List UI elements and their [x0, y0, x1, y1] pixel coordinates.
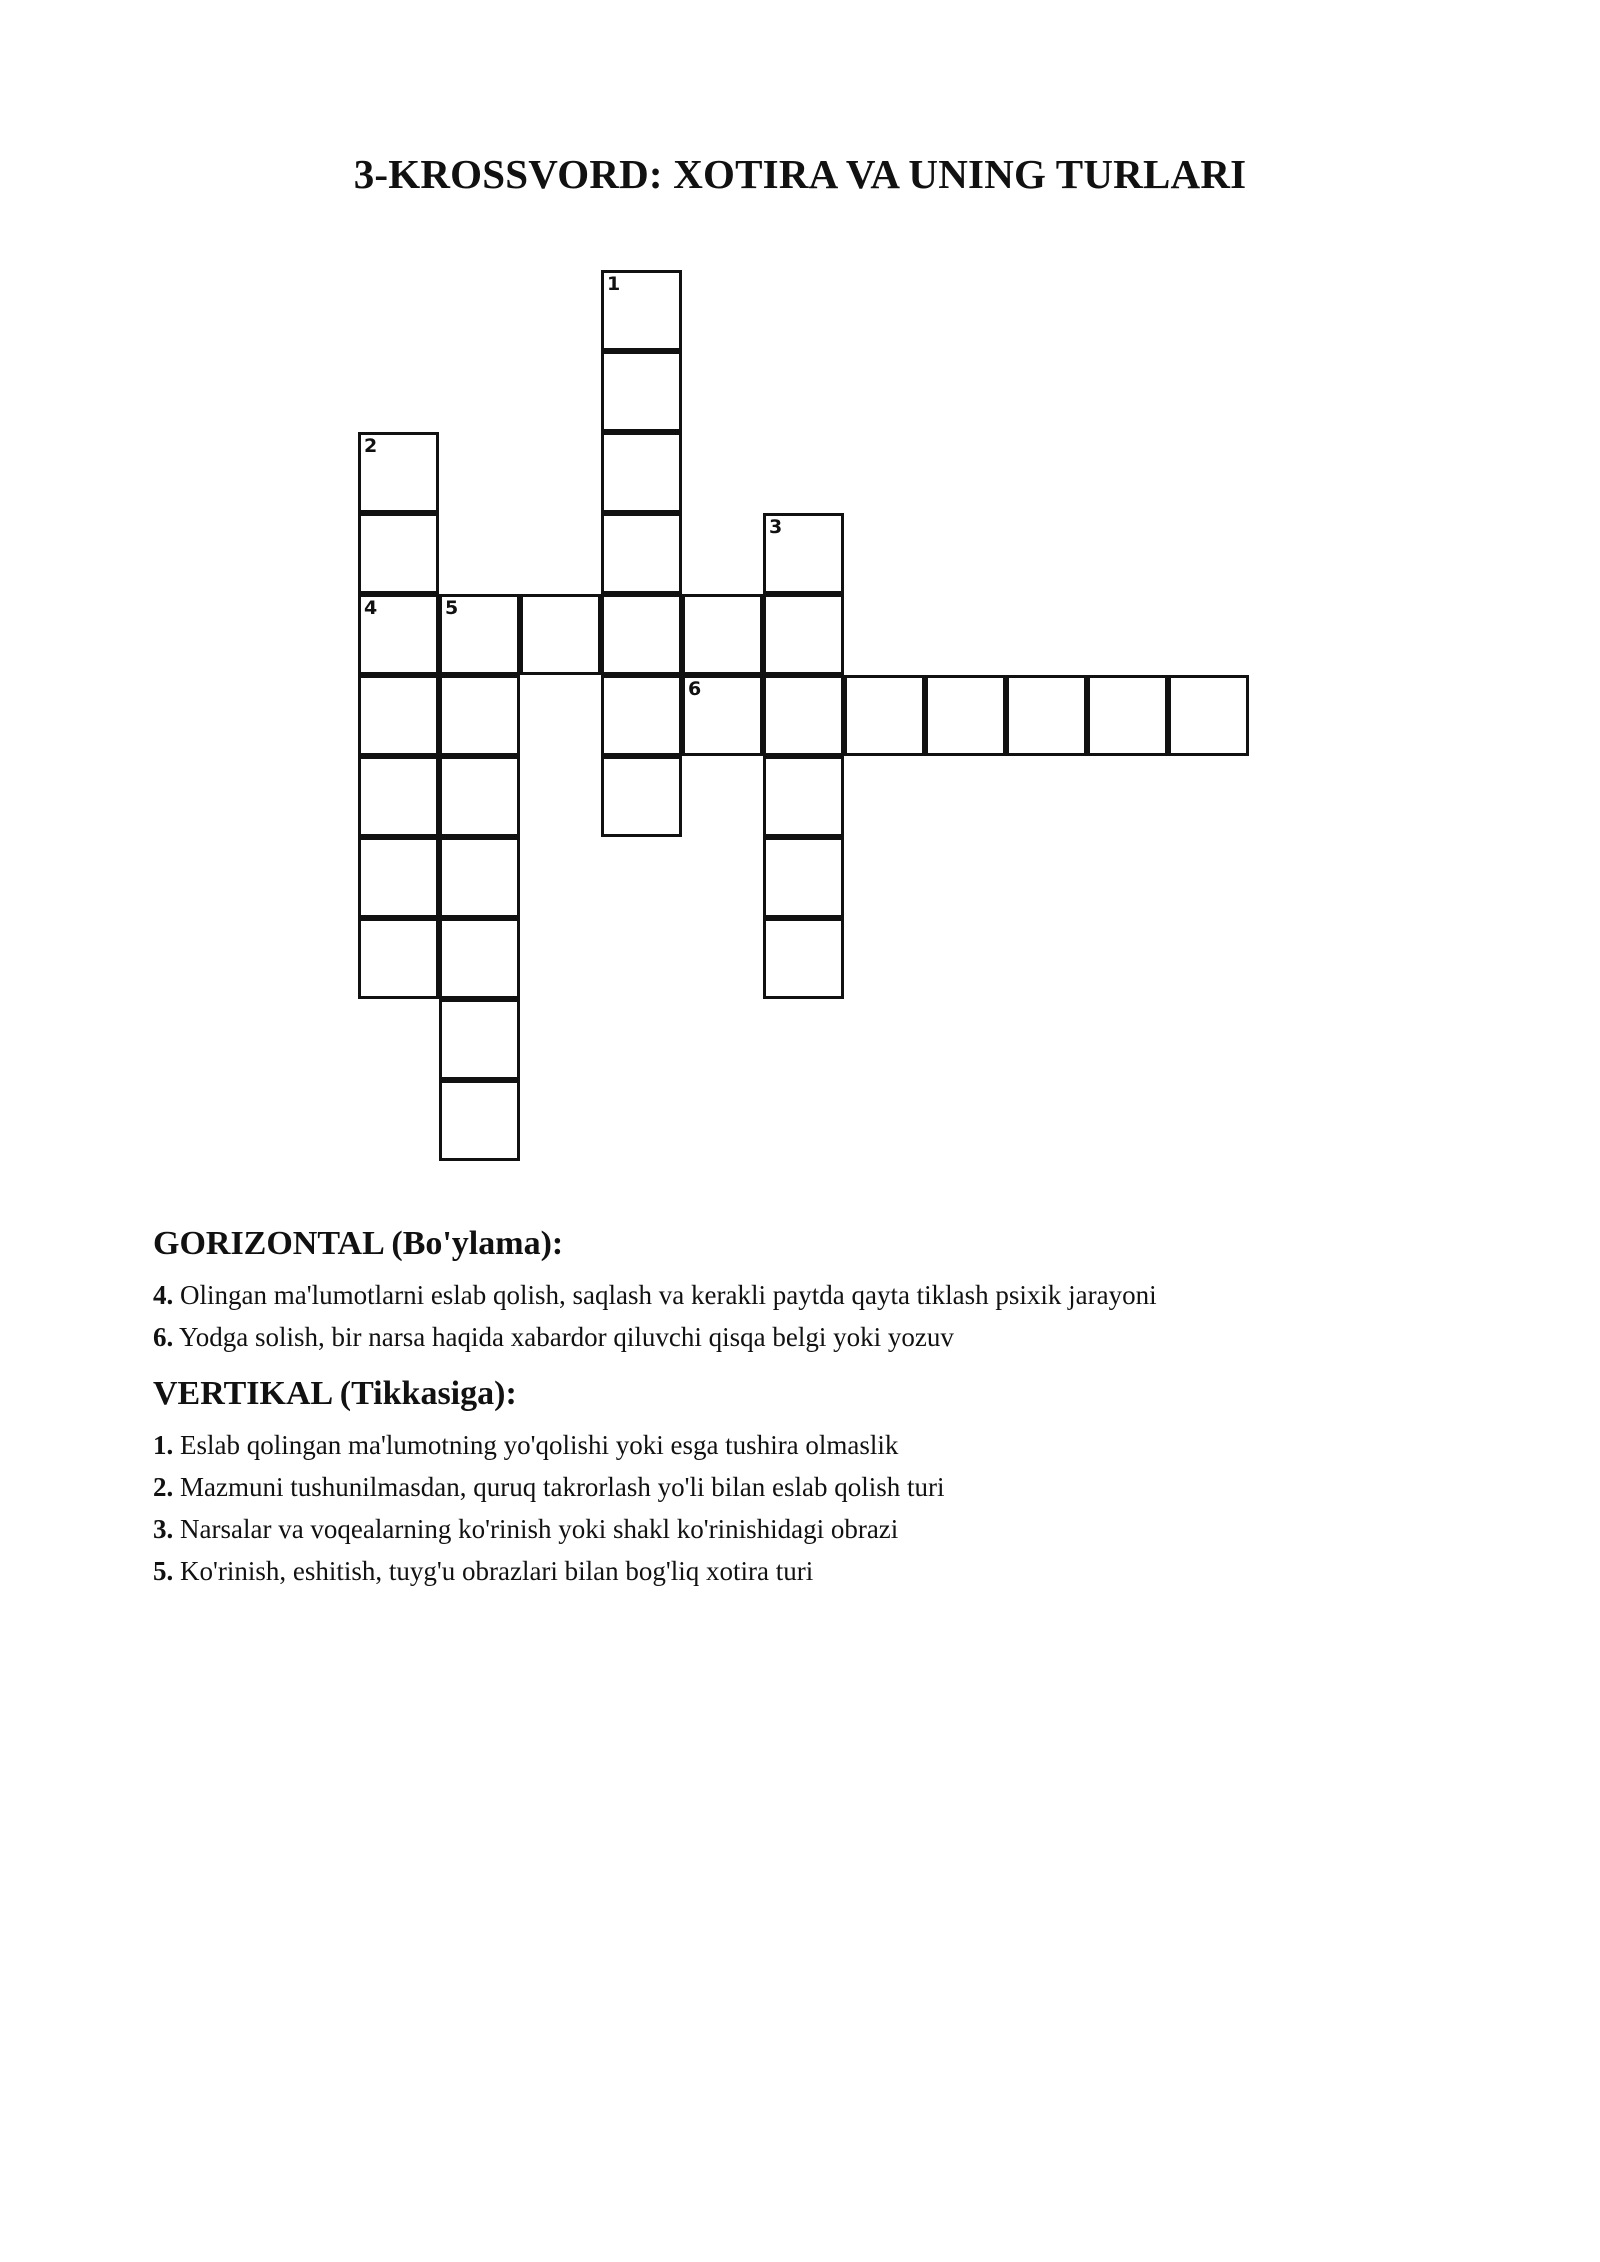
horizontal-clue-6: [153, 1322, 954, 1353]
crossword-cell[interactable]: [763, 837, 844, 918]
vertical-clue-2: [153, 1472, 945, 1503]
crossword-cell[interactable]: [601, 756, 682, 837]
clue-text: Olingan ma'lumotlarni eslab qolish, saqlash va kerakli paytda qayta tiklash psixik jarayoni: [173, 1280, 1157, 1310]
crossword-cell[interactable]: [1006, 675, 1087, 756]
clue-number-label: 6: [688, 678, 702, 700]
horizontal-clue-4: [153, 1280, 1157, 1311]
clue-number: 5.: [153, 1556, 174, 1586]
clue-number: 4.: [153, 1280, 174, 1310]
crossword-cell[interactable]: [439, 675, 520, 756]
crossword-cell[interactable]: [358, 432, 439, 513]
clue-text: Mazmuni tushunilmasdan, quruq takrorlash yo'li bilan eslab qolish turi: [173, 1472, 945, 1502]
crossword-cell[interactable]: [601, 675, 682, 756]
crossword-cell[interactable]: [358, 513, 439, 594]
vertical-clue-1: [153, 1430, 898, 1461]
crossword-cell[interactable]: [520, 594, 601, 675]
crossword-cell[interactable]: [763, 594, 844, 675]
crossword-cell[interactable]: [1087, 675, 1168, 756]
crossword-cell[interactable]: [439, 756, 520, 837]
crossword-cell[interactable]: [439, 837, 520, 918]
clue-number-label: 1: [607, 273, 621, 295]
crossword-cell[interactable]: [439, 594, 520, 675]
crossword-cell[interactable]: [358, 918, 439, 999]
clue-number: 6.: [153, 1322, 174, 1352]
crossword-cell[interactable]: [439, 1080, 520, 1161]
vertical-clue-5: [153, 1556, 813, 1587]
clue-number: 1.: [153, 1430, 174, 1460]
crossword-cell[interactable]: [763, 675, 844, 756]
crossword-cell[interactable]: [763, 756, 844, 837]
page-title: 3-KROSSVORD: XOTIRA VA UNING TURLARI: [353, 151, 1247, 197]
clue-number-label: 3: [769, 516, 783, 538]
crossword-cell[interactable]: [601, 432, 682, 513]
crossword-cell[interactable]: [439, 918, 520, 999]
clue-number: 2.: [153, 1472, 174, 1502]
clue-text: Yodga solish, bir narsa haqida xabardor qiluvchi qisqa belgi yoki yozuv: [173, 1322, 954, 1352]
clue-text: Ko'rinish, eshitish, tuyg'u obrazlari bilan bog'liq xotira turi: [173, 1556, 814, 1586]
crossword-cell[interactable]: [1168, 675, 1249, 756]
vertical-heading: VERTIKAL (Tikkasiga):: [153, 1375, 517, 1412]
crossword-cell[interactable]: [601, 594, 682, 675]
crossword-cell[interactable]: [439, 999, 520, 1080]
clue-number: 3.: [153, 1514, 174, 1544]
crossword-cell[interactable]: [601, 351, 682, 432]
crossword-cell[interactable]: [682, 675, 763, 756]
crossword-cell[interactable]: [601, 270, 682, 351]
vertical-clue-3: [153, 1514, 898, 1545]
crossword-cell[interactable]: [682, 594, 763, 675]
crossword-cell[interactable]: [358, 756, 439, 837]
clue-text: Eslab qolingan ma'lumotning yo'qolishi yoki esga tushira olmaslik: [173, 1430, 899, 1460]
crossword-cell[interactable]: [358, 837, 439, 918]
crossword-cell[interactable]: [358, 675, 439, 756]
clue-number-label: 2: [364, 435, 378, 457]
crossword-cell[interactable]: [925, 675, 1006, 756]
clue-text: Narsalar va voqealarning ko'rinish yoki shakl ko'rinishidagi obrazi: [173, 1514, 899, 1544]
horizontal-heading: GORIZONTAL (Bo'ylama):: [153, 1225, 564, 1262]
crossword-cell[interactable]: [844, 675, 925, 756]
crossword-cell[interactable]: [358, 594, 439, 675]
clue-number-label: 5: [445, 597, 459, 619]
crossword-cell[interactable]: [763, 513, 844, 594]
crossword-cell[interactable]: [763, 918, 844, 999]
clue-number-label: 4: [364, 597, 378, 619]
crossword-cell[interactable]: [601, 513, 682, 594]
